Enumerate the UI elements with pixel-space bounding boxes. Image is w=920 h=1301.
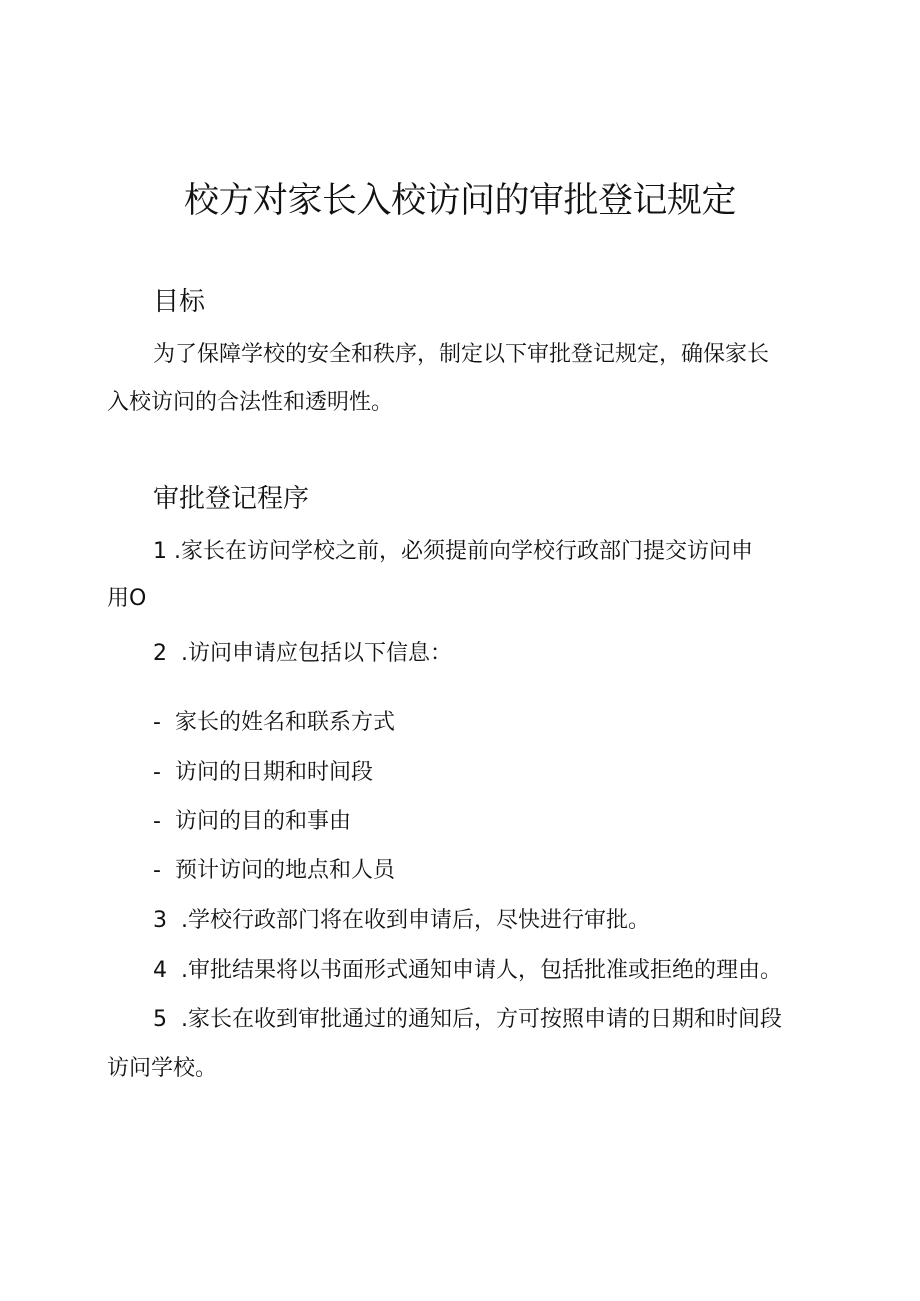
bullet-text: 预计访问的地点和人员 [175,858,396,883]
bullet-item [153,855,395,887]
bullet-text: 访问的日期和时间段 [175,760,374,785]
procedure-item-5 [153,1004,782,1036]
item-text: .家长在访问学校之前，必须提前向学校行政部门提交访问申 [174,539,753,564]
item-number: 2 [153,641,167,666]
item-text: .审批结果将以书面形式通知申请人，包括批准或拒绝的理由。 [181,958,782,983]
bullet-item [153,757,373,789]
goal-paragraph-line-1: 为了保障学校的安全和秩序，制定以下审批登记规定，确保家长 [153,342,770,367]
section-heading-procedure: 审批登记程序 [153,484,310,514]
procedure-item-2 [153,638,452,670]
item-number: 4 [153,958,167,983]
procedure-item-4 [153,955,782,987]
procedure-item-5-continuation: 访问学校。 [107,1056,218,1081]
document-title: 校方对家长入校访问的审批登记规定 [183,181,736,221]
bullet-text: 家长的姓名和联系方式 [175,710,396,735]
procedure-item-1-continuation: 用O [107,586,147,611]
bullet-text: 访问的目的和事由 [175,809,352,834]
goal-paragraph-line-2: 入校访问的合法性和透明性。 [107,390,394,415]
bullet-dash: - [153,710,161,735]
bullet-dash: - [153,809,161,834]
bullet-item [153,707,395,739]
item-number: 3 [153,908,167,933]
bullet-dash: - [153,760,161,785]
bullet-dash: - [153,858,161,883]
item-text: .访问申请应包括以下信息： [181,641,452,666]
item-number: 1 [153,539,167,564]
section-heading-goal: 目标 [153,287,206,317]
item-text: .学校行政部门将在收到申请后，尽快进行审批。 [181,908,650,933]
item-number: 5 [153,1007,167,1032]
item-text: .家长在收到审批通过的通知后，方可按照申请的日期和时间段 [181,1007,782,1032]
bullet-item [153,806,351,838]
procedure-item-3 [153,905,650,937]
procedure-item-1 [153,536,753,568]
